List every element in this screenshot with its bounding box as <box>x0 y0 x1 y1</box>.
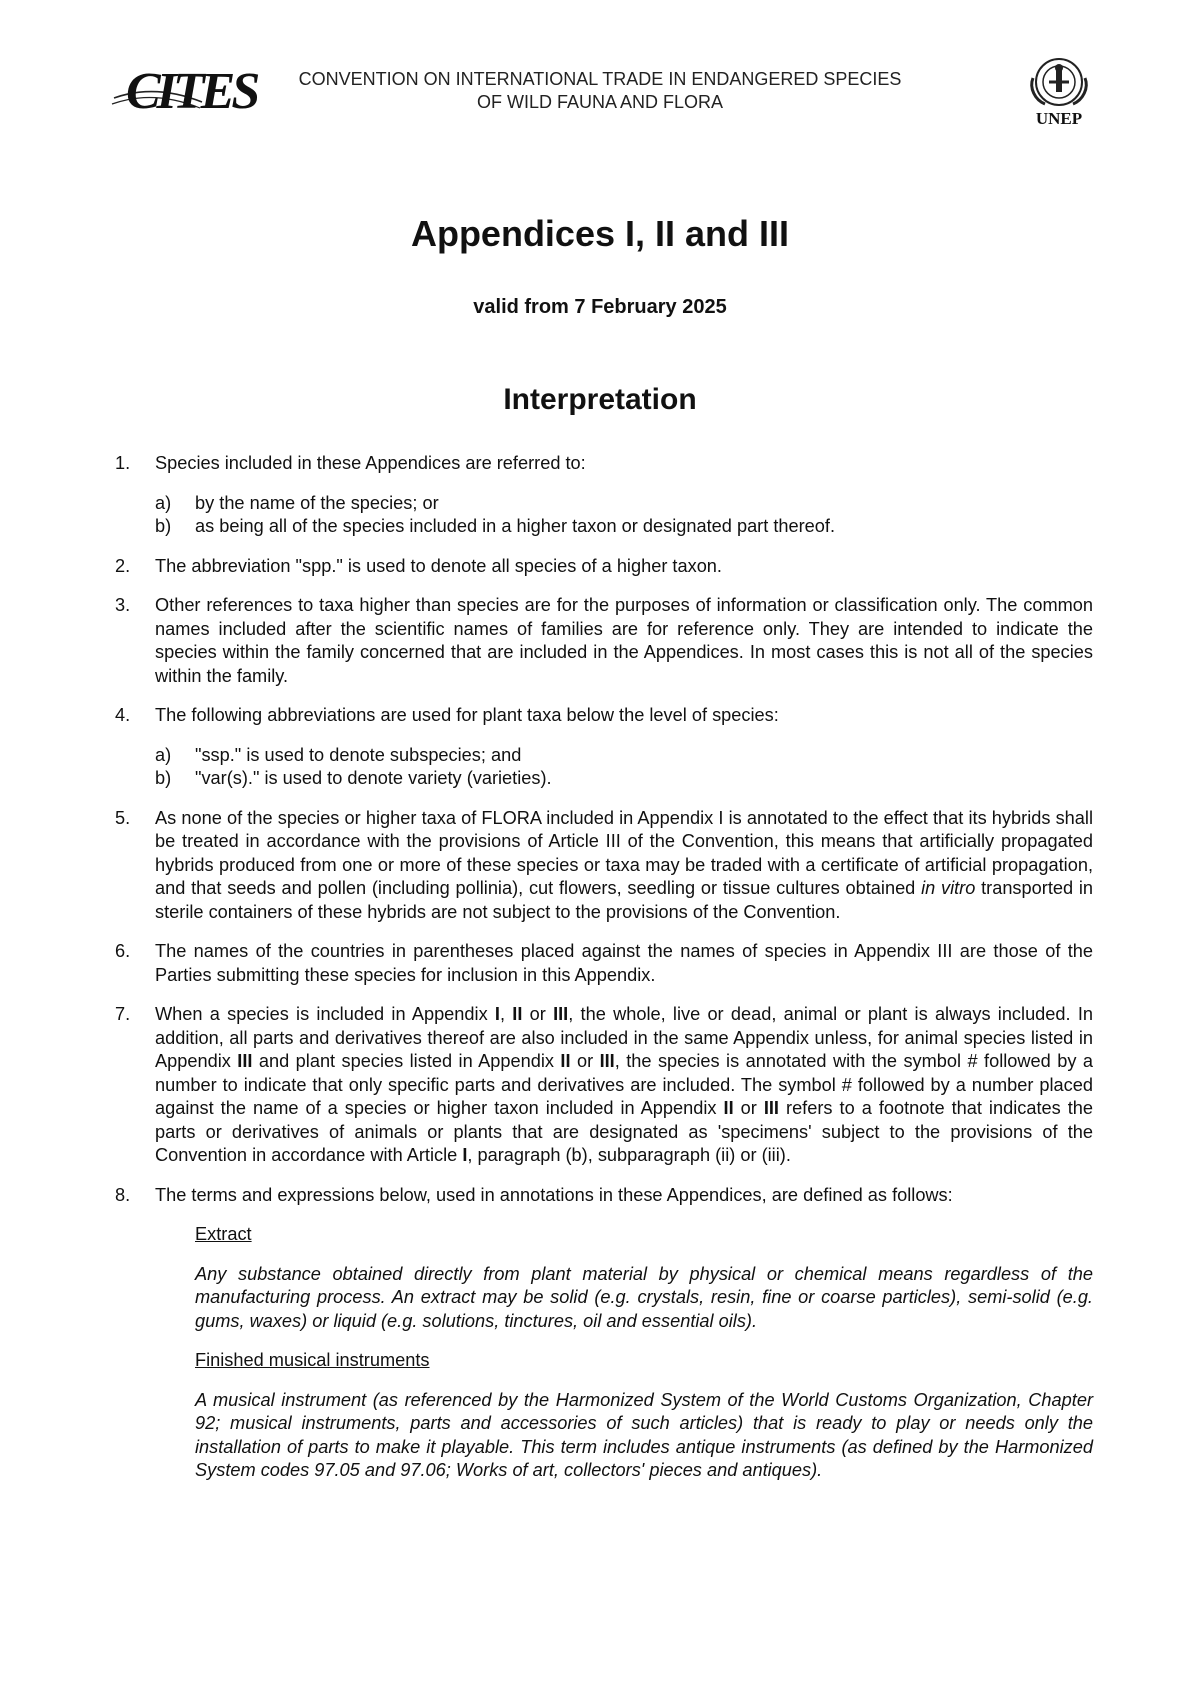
bold-numeral: II <box>512 1004 523 1024</box>
item-text: The following abbreviations are used for plant taxa below the level of species: <box>155 705 779 725</box>
bold-numeral: III <box>237 1051 253 1071</box>
term-definition: Any substance obtained directly from plant material by physical or chemical means regardless of the manufacturing process. An extract may be solid (e.g. crystals, resin, fine or coarse particles), semi-solid (e.g. gums, waxes) or liquid (e.g. solutions, tinctures, oil and essential oils). <box>195 1263 1093 1331</box>
item-number: 5. <box>115 807 131 828</box>
list-item-4 <box>115 704 1093 791</box>
list-item-7 <box>115 1003 1093 1168</box>
bold-numeral: I <box>462 1145 468 1165</box>
term-extract <box>155 1223 1093 1333</box>
bold-numeral: II <box>560 1051 571 1071</box>
bold-numeral: III <box>763 1098 779 1118</box>
item-text: The names of the countries in parentheses placed against the names of species in Appendix III are those of the Parties submitting these species for inclusion in this Appendix. <box>155 941 1093 985</box>
sub-letter: b) <box>155 768 172 788</box>
item-number: 1. <box>115 453 131 473</box>
unep-logo <box>1025 54 1093 128</box>
italic-term: in vitro <box>921 878 976 898</box>
list-item-3 <box>115 594 1093 688</box>
text-segment: or <box>570 1051 600 1071</box>
sub-letter: a) <box>155 744 172 765</box>
convention-header <box>230 68 970 114</box>
sub-letter: b) <box>155 516 172 536</box>
section-title: Interpretation <box>503 383 697 416</box>
sub-text: by the name of the species; or <box>195 492 439 513</box>
header-line-2: OF WILD FAUNA AND FLORA <box>476 92 724 112</box>
header-line-1: CONVENTION ON INTERNATIONAL TRADE IN ENDANGERED SPECIES <box>298 69 902 89</box>
item-number: 3. <box>115 595 131 615</box>
item-number: 2. <box>115 555 131 576</box>
text-segment: , paragraph (b), subparagraph (ii) or (iii). <box>467 1145 791 1165</box>
item-number: 6. <box>115 941 131 961</box>
text-segment: , the whole, live or dead, animal or plant is always included. In addition, all parts and derivatives thereof are also included in the same Appendix unless, for animal species listed in Appendix <box>155 1004 1094 1071</box>
validity-date: valid from 7 February 2025 <box>473 296 727 318</box>
bold-numeral: III <box>553 1004 569 1024</box>
svg-text:UNEP: UNEP <box>1035 109 1083 128</box>
item-number: 7. <box>115 1004 131 1024</box>
bold-numeral: I <box>494 1004 500 1024</box>
sub-text: "var(s)." is used to denote variety (varieties). <box>195 768 552 788</box>
text-segment: and plant species listed in Appendix <box>252 1051 561 1071</box>
sub-item <box>155 515 1093 539</box>
sub-text: as being all of the species included in a higher taxon or designated part thereof. <box>195 516 836 536</box>
item-text: Other references to taxa higher than species are for the purposes of information or classification only. The common names included after the scientific names of families are for reference only. They are intended to indicate the species within the family concerned that are included in the Appendices. In most cases this is not all of the species within the family. <box>155 595 1093 686</box>
text-segment: or <box>522 1004 554 1024</box>
text-segment: transported in sterile containers of these hybrids are not subject to the provisions of the Convention. <box>155 878 1094 922</box>
text-segment: As none of the species or higher taxa of FLORA included in Appendix I is annotated to the effect that its hybrids shall be treated in accordance with the provisions of Article III of the Convention, this means that artificially propagated hybrids produced from one or more of these species or taxa may be traded with a certificate of artificial propagation, and that seeds and pollen (including pollinia), cut flowers, seedling or tissue cultures obtained <box>155 807 1093 898</box>
page-title: Appendices I, II and III <box>410 213 790 254</box>
sub-text: "ssp." is used to denote subspecies; and <box>195 744 522 765</box>
text-segment: , <box>499 1004 513 1024</box>
bold-numeral: III <box>599 1051 615 1071</box>
sub-item <box>155 492 1093 516</box>
term-definition: A musical instrument (as referenced by the Harmonized System of the World Customs Organization, Chapter 92; musical instruments, parts and accessories of such articles) that is ready to play or needs only the installation of parts to make it playable. This term includes antique instruments (as defined by the Harmonized System codes 97.05 and 97.06; Works of art, collectors' pieces and antiques). <box>195 1389 1093 1480</box>
cites-logo <box>112 58 257 124</box>
term-heading: Extract <box>195 1224 252 1244</box>
text-segment: , the species is annotated with the symbol # followed by a number to indicate that only specific parts and derivatives are included. The symbol # followed by a number placed against the name of a species or higher taxon included in Appendix <box>155 1051 1093 1118</box>
list-item-2 <box>115 555 1093 579</box>
interpretation-list <box>115 452 1093 1499</box>
term-heading: Finished musical instruments <box>195 1350 430 1370</box>
sub-letter: a) <box>155 492 172 513</box>
item-number: 8. <box>115 1184 131 1205</box>
item-text: The abbreviation "spp." is used to denote all species of a higher taxon. <box>155 555 722 576</box>
term-finished-musical-instruments <box>155 1349 1093 1483</box>
item-text <box>155 807 1093 925</box>
list-item-8 <box>115 1184 1093 1483</box>
sub-list <box>155 492 1093 539</box>
item-text: Species included in these Appendices are referred to: <box>155 453 586 473</box>
item-text <box>155 1003 1093 1168</box>
svg-text:CITES: CITES <box>126 63 257 120</box>
list-item-6 <box>115 940 1093 987</box>
text-segment: When a species is included in Appendix <box>155 1004 495 1024</box>
list-item-1 <box>115 452 1093 539</box>
bold-numeral: II <box>723 1098 734 1118</box>
sub-item <box>155 744 1093 768</box>
list-item-5 <box>115 807 1093 925</box>
sub-item <box>155 767 1093 791</box>
item-text: The terms and expressions below, used in annotations in these Appendices, are defined as follows: <box>155 1184 953 1205</box>
sub-list <box>155 744 1093 791</box>
item-number: 4. <box>115 705 131 725</box>
text-segment: refers to a footnote that indicates the parts or derivatives of animals or plants that are designated as 'specimens' subject to the provisions of the Convention in accordance with Article <box>155 1098 1094 1165</box>
text-segment: or <box>733 1098 764 1118</box>
